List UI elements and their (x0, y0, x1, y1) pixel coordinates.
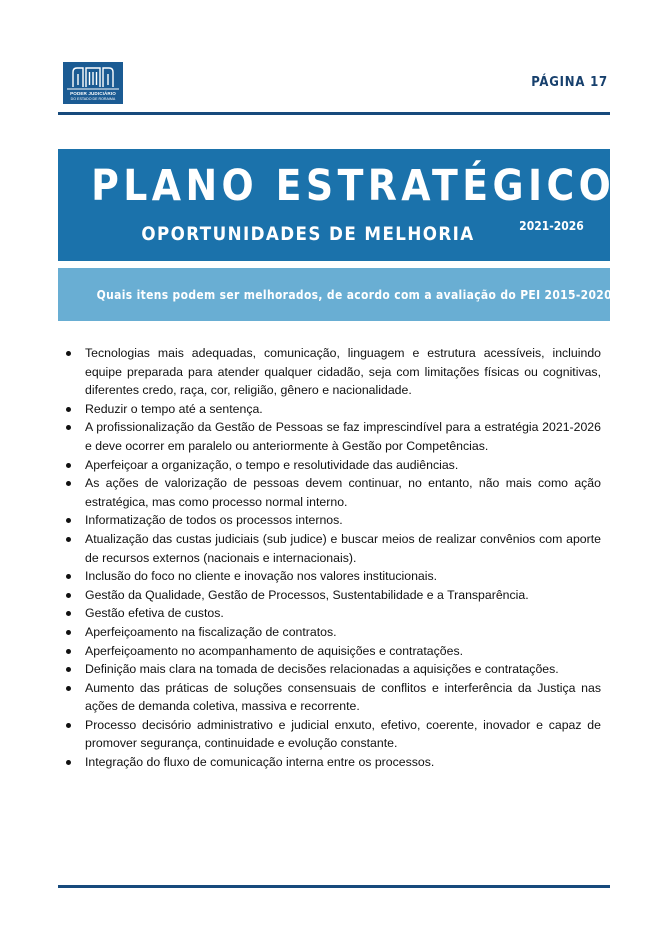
document-title: PLANO ESTRATÉGICO (91, 161, 616, 211)
list-item: Tecnologias mais adequadas, comunicação, linguagem e estrutura acessíveis, incluindo equipe preparada para atender qualquer cidadão, seja com limitações físicas ou cognitivas, diferentes credo, raça, cor, religião, gênero e nacionalidade. (63, 344, 601, 400)
list-item: Definição mais clara na tomada de decisões relacionadas a aquisições e contratações. (63, 660, 601, 679)
section-subtitle: OPORTUNIDADES DE MELHORIA (141, 223, 475, 245)
list-item: Aperfeiçoamento no acompanhamento de aquisições e contratações. (63, 642, 601, 661)
plan-period: 2021-2026 (519, 219, 584, 233)
question-text: Quais itens podem ser melhorados, de acordo com a avaliação do PEI 2015-2020? (96, 287, 619, 302)
page-number: PÁGINA 17 (531, 75, 608, 90)
top-divider (58, 112, 610, 115)
list-item: Aperfeiçoar a organização, o tempo e resolutividade das audiências. (63, 456, 601, 475)
bottom-divider (58, 885, 610, 888)
question-bar (58, 268, 619, 321)
list-item: Aumento das práticas de soluções consensuais de conflitos e interferência da Justiça nas ações de demanda coletiva, massiva e recorrente. (63, 679, 601, 716)
list-item: Aperfeiçoamento na fiscalização de contratos. (63, 623, 601, 642)
list-item: A profissionalização da Gestão de Pessoas se faz imprescindível para a estratégia 2021-2026 e deve ocorrer em paralelo ou anteriormente à Gestão por Competências. (63, 418, 601, 455)
list-item: Gestão efetiva de custos. (63, 604, 601, 623)
logo-line-1: PODER JUDICIÁRIO (70, 91, 116, 96)
list-item: Inclusão do foco no cliente e inovação nos valores institucionais. (63, 567, 601, 586)
list-item: Integração do fluxo de comunicação interna entre os processos. (63, 753, 601, 772)
list-item: Reduzir o tempo até a sentença. (63, 400, 601, 419)
list-item: Informatização de todos os processos internos. (63, 511, 601, 530)
improvement-list (63, 344, 601, 772)
list-item: Processo decisório administrativo e judicial enxuto, efetivo, coerente, inovador e capaz de promover segurança, continuidade e evolução constante. (63, 716, 601, 753)
list-item: As ações de valorização de pessoas devem continuar, no entanto, não mais como ação estratégica, mas como processo normal interno. (63, 474, 601, 511)
institution-logo (63, 62, 123, 104)
list-item: Gestão da Qualidade, Gestão de Processos, Sustentabilidade e a Transparência. (63, 586, 601, 605)
list-item: Atualização das custas judiciais (sub judice) e buscar meios de realizar convênios com aporte de recursos externos (nacionais e internacionais). (63, 530, 601, 567)
logo-line-2: DO ESTADO DE RORAIMA (70, 97, 116, 101)
title-banner (58, 149, 616, 261)
